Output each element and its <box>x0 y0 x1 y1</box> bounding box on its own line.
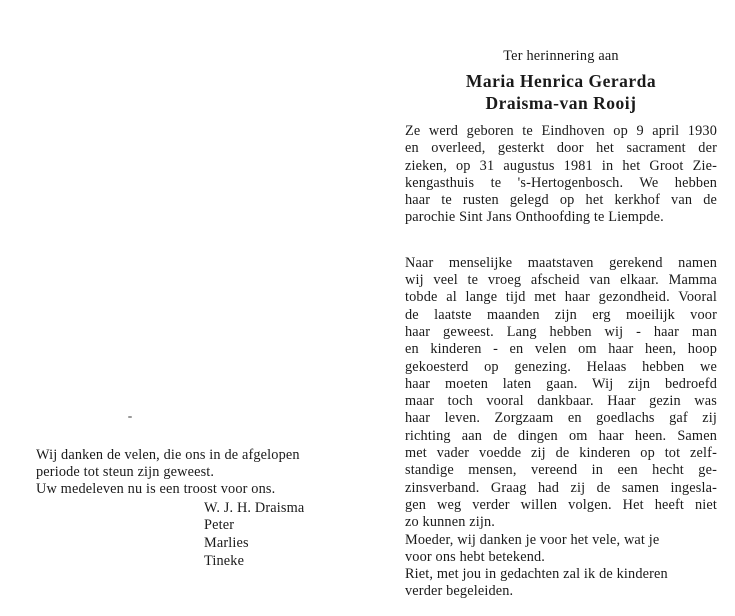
text-line: met vader voedde zij de kinderen op tot zelf- <box>405 445 717 462</box>
text-line: verder begeleiden. <box>405 583 514 600</box>
deceased-name-line: Draisma-van Rooij <box>485 93 637 113</box>
signatory-name: W. J. H. Draisma <box>204 499 305 516</box>
thanks-line: periode tot steun zijn geweest. <box>36 464 215 481</box>
text-line: gekoesterd op genezing. Helaas hebben we <box>405 358 717 375</box>
text-line: Riet, met jou in gedachten zal ik de kinderen <box>405 566 668 583</box>
text-line: en overleed, gesterkt door het sacrament der <box>405 140 717 157</box>
birth-death-paragraph <box>405 123 717 227</box>
text-line: zo kunnen zijn. <box>405 514 495 531</box>
memory-paragraph <box>405 255 717 532</box>
signatory-list <box>204 500 366 571</box>
signatory-name: Marlies <box>204 535 249 552</box>
deceased-name <box>405 70 717 114</box>
text-line: gen weg verder willen volgen. Het heeft niet <box>405 496 717 513</box>
text-line: de laatste maanden zijn erg moeilijk voor <box>405 306 717 323</box>
text-line: Naar menselijke maatstaven gerekend namen <box>405 254 717 271</box>
closing-paragraph <box>405 532 717 601</box>
text-line: zieken, op 31 augustus 1981 in het Groot Zie- <box>405 157 717 174</box>
text-line: wij veel te vroeg afscheid van elkaar. Mamma <box>405 272 717 289</box>
text-line: haar leven. Zorgzaam en goedlachs gaf zij <box>405 410 717 427</box>
thanks-panel <box>36 447 366 571</box>
text-line: haar geweest. Lang hebben wij - haar man <box>405 323 717 340</box>
text-line: kengasthuis te 's-Hertogenbosch. We hebben <box>405 174 717 191</box>
text-line: haar moeten laten gaan. Wij zijn bedroefd <box>405 375 717 392</box>
text-line: richting aan de dingen om haar heen. Samen <box>405 427 717 444</box>
text-line: zinsverband. Graag had zij de samen ingesla- <box>405 479 717 496</box>
deceased-name-line: Maria Henrica Gerarda <box>465 71 657 91</box>
print-speck <box>128 416 132 418</box>
memorial-panel <box>405 48 717 601</box>
memorial-intro: Ter herinnering aan <box>503 48 619 64</box>
text-line: voor ons hebt betekend. <box>405 548 546 565</box>
text-line: Moeder, wij danken je voor het vele, wat je <box>405 531 660 548</box>
thanks-line: Wij danken de velen, die ons in de afgelopen <box>36 447 300 463</box>
text-line: parochie Sint Jans Onthoofding te Liempde. <box>405 209 664 226</box>
thanks-text <box>36 447 366 499</box>
thanks-line: Uw medeleven nu is een troost voor ons. <box>36 481 276 498</box>
text-line: tobde al lange tijd met haar gezondheid. Vooral <box>405 289 717 306</box>
text-line: Ze werd geboren te Eindhoven op 9 april 1930 <box>405 123 717 139</box>
text-line: standige mensen, vereend in een hecht ge- <box>405 462 717 479</box>
text-line: maar toch vooral dankbaar. Haar gezin was <box>405 393 717 410</box>
signatory-name: Peter <box>204 517 235 534</box>
text-line: haar te rusten gelegd op het kerkhof van de <box>405 192 717 209</box>
text-line: en kinderen - en velen om haar heen, hoop <box>405 341 717 358</box>
signatory-name: Tineke <box>204 553 245 569</box>
